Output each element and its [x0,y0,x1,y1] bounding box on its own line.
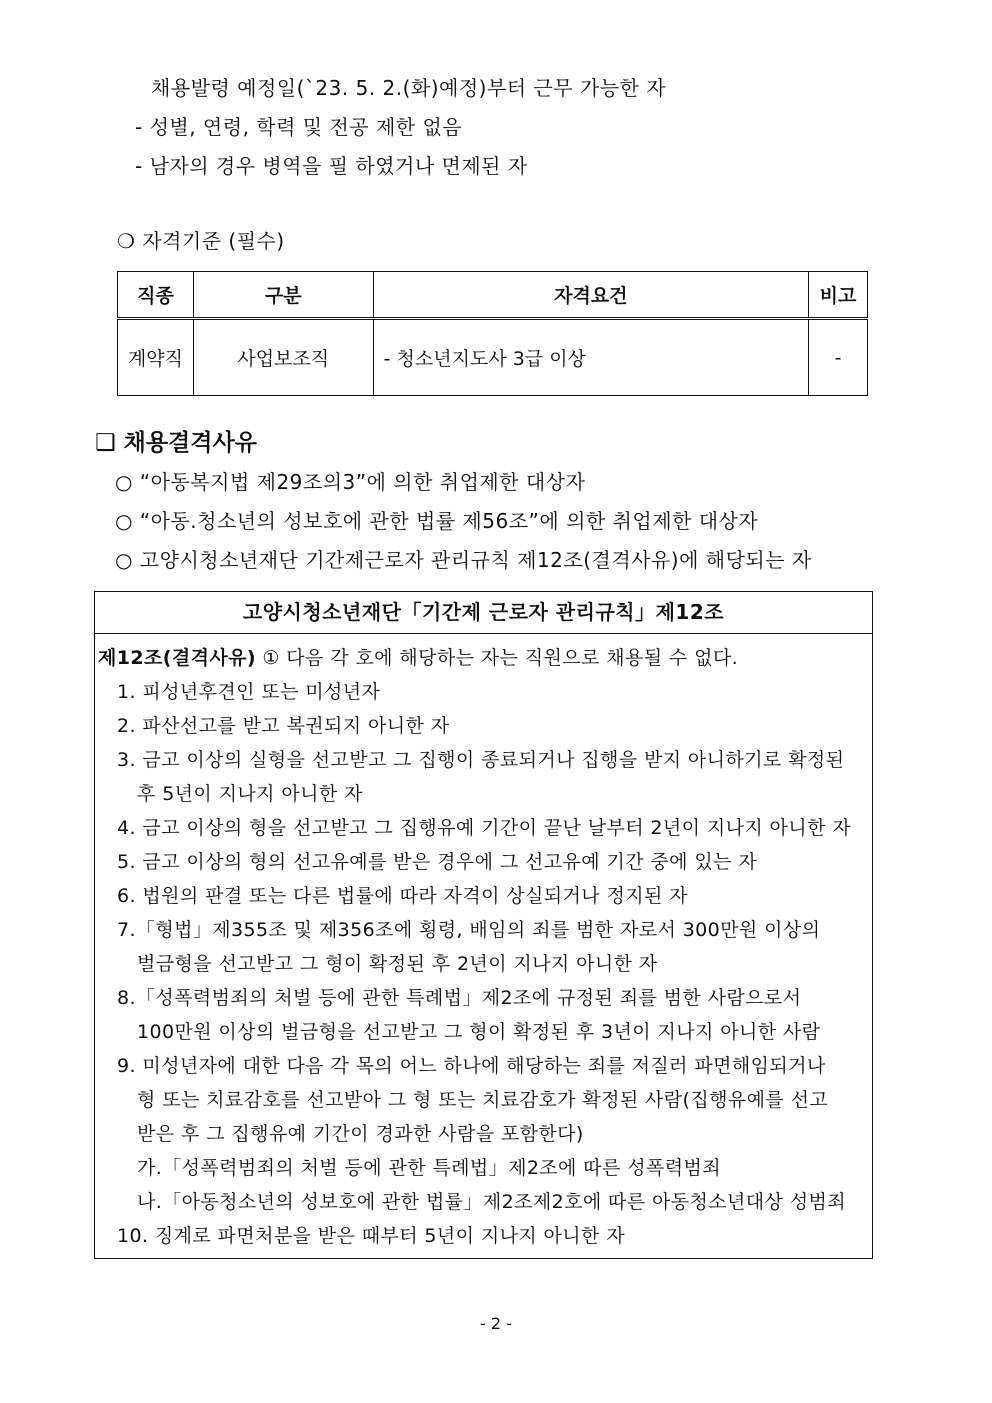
section-title: ❑ 채용결격사유 [95,430,257,456]
rule-line: 벌금형을 선고받고 그 형이 확정된 후 2년이 지나지 아니한 자 [137,953,658,975]
list-item: ○ 고양시청소년재단 기간제근로자 관리규칙 제12조(결격사유)에 해당되는 자 [115,548,812,572]
rule-line: 받은 후 그 집행유예 기간이 경과한 사람을 포함한다) [137,1123,584,1145]
table-header: 자격요건 [373,272,808,319]
rule-line: 100만원 이상의 벌금형을 선고받고 그 형이 확정된 후 3년이 지나지 아니한 사람 [137,1021,821,1043]
rule-article-label: 제12조(결격사유) [98,647,256,669]
rule-line: 7.「형법」제355조 및 제356조에 횡령, 배임의 죄를 범한 자로서 300만원 이상의 [117,919,821,941]
rule-box-title: 고양시청소년재단「기간제 근로자 관리규칙」제12조 [95,592,872,634]
qualification-heading: ❍ 자격기준 (필수) [117,229,285,253]
qualification-table [117,271,868,396]
table-row [118,319,868,396]
rule-line: 나.「아동청소년의 성보호에 관한 법률」제2조제2호에 따른 아동청소년대상 성범죄 [137,1191,846,1213]
table-header: 비고 [809,272,868,319]
rule-line: 3. 금고 이상의 실형을 선고받고 그 집행이 종료되거나 집행을 받지 아니하기로 확정된 [117,749,845,771]
rule-line: 9. 미성년자에 대한 다음 각 목의 어느 하나에 해당하는 죄를 저질러 파면해임되거나 [117,1055,826,1077]
rule-line: 10. 징계로 파면처분을 받은 때부터 5년이 지나지 아니한 자 [117,1225,626,1247]
list-item: ○ “아동.청소년의 성보호에 관한 법률 제56조”에 의한 취업제한 대상자 [115,509,759,533]
rule-line: 5. 금고 이상의 형의 선고유예를 받은 경우에 그 선고유예 기간 중에 있는 자 [117,851,758,873]
table-cell: - [809,319,868,396]
rule-line: 후 5년이 지나지 아니한 자 [137,783,363,805]
text-line: - 성별, 연령, 학력 및 전공 제한 없음 [135,115,463,139]
table-cell: 사업보조직 [193,319,373,396]
text-line: 채용발령 예정일(`23. 5. 2.(화)예정)부터 근무 가능한 자 [151,76,667,100]
table-header: 구분 [193,272,373,319]
text-line: - 남자의 경우 병역을 필 하였거나 면제된 자 [135,154,528,178]
rule-line: 1. 피성년후견인 또는 미성년자 [117,681,381,703]
list-item: ○ “아동복지법 제29조의3”에 의한 취업제한 대상자 [115,470,586,494]
rule-line: 가.「성폭력범죄의 처벌 등에 관한 특례법」제2조에 따른 성폭력범죄 [137,1157,721,1179]
page-number: - 2 - [480,1314,512,1333]
rule-intro [98,644,738,672]
rule-line: 2. 파산선고를 받고 복권되지 아니한 자 [117,715,450,737]
table-header-row [118,272,868,319]
table-header: 직종 [118,272,194,319]
rule-box [94,591,873,1259]
rule-line: 4. 금고 이상의 형을 선고받고 그 집행유예 기간이 끝난 날부터 2년이 지나지 아니한 자 [117,817,852,839]
rule-line: 8.「성폭력범죄의 처벌 등에 관한 특례법」제2조에 규정된 죄를 범한 사람으로서 [117,987,802,1009]
rule-line: 형 또는 치료감호를 선고받아 그 형 또는 치료감호가 확정된 사람(집행유예를 선고 [137,1089,829,1111]
rule-intro-text: ① 다음 각 호에 해당하는 자는 직원으로 채용될 수 없다. [255,647,739,669]
table-cell: 계약직 [118,319,194,396]
rule-line: 6. 법원의 판결 또는 다른 법률에 따라 자격이 상실되거나 정지된 자 [117,885,688,907]
table-cell: - 청소년지도사 3급 이상 [373,319,808,396]
